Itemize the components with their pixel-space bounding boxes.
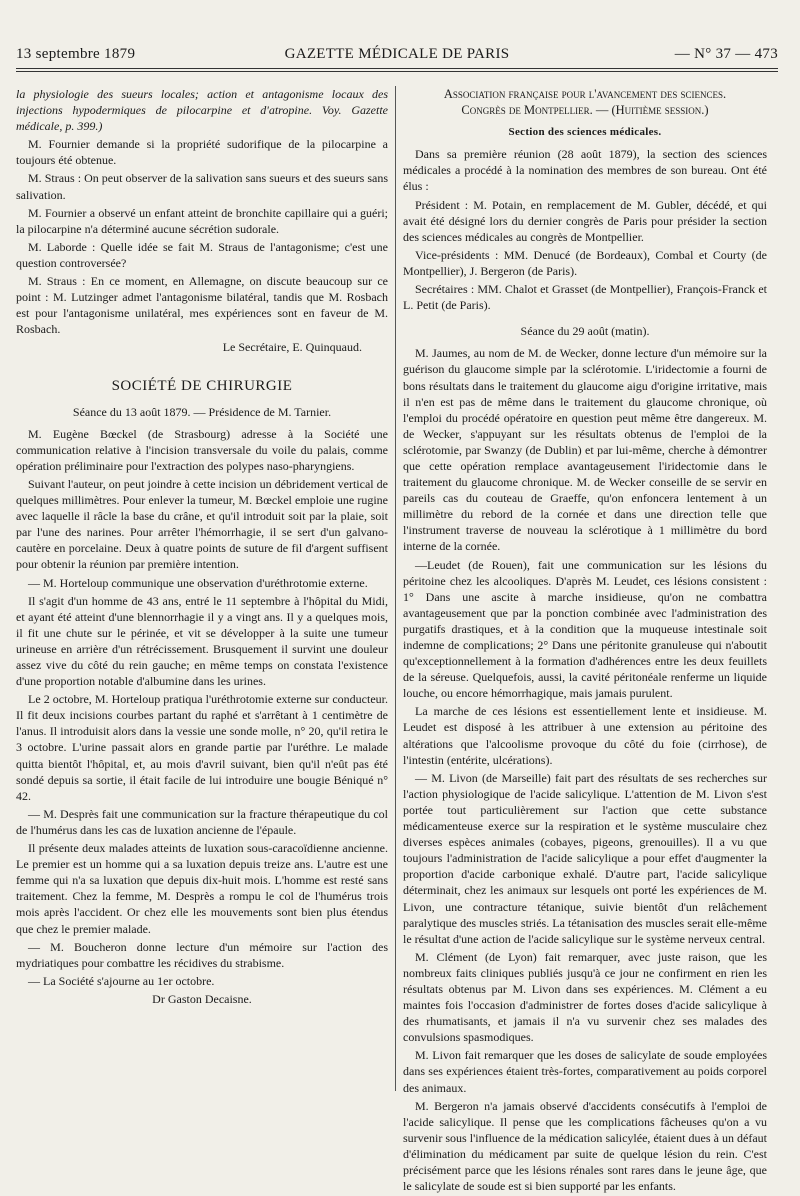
paragraph: — La Société s'ajourne au 1er octobre. [28,973,215,988]
paragraph: la physiologie des sueurs locales; action et antagonisme locaux des injections hypodermiques de pilocarpine et d'atropine. Voy. Gazette médicale, p. 399.) [16,87,388,134]
left-column [16,86,388,1009]
paragraph: Suivant l'auteur, on peut joindre à cette incision un débridement vertical de quelques millimètres. Pour enlever la tumeur, M. Bœckel emploie une rugine avec laquelle il râcle la base du crâne, et qu'il introduit soit par la plaie, soit par l'une des narines. Pour arrêter l'hémorrhagie, il se sert d'un galvano-cautère en porcelaine. Deux à quatre points de suture de fil d'argent suffisent pour obtenir la réunion par première intention. [16,476,388,572]
paragraph: Secrétaires : MM. Chalot et Grasset (de Montpellier), François-Franck et L. Petit (de Paris). [403,282,767,313]
association-heading: Association française pour l'avancement des sciences. [443,87,727,101]
paragraph: Dans sa première réunion (28 août 1879), la section des sciences médicales a procédé à la nomination des membres de son bureau. Ont été élus : [403,147,767,194]
congress-heading: Congrès de Montpellier. — (Huitième session.) [461,103,709,118]
paragraph: Il s'agit d'un homme de 43 ans, entré le 11 septembre à l'hôpital du Midi, et ayant été atteint d'une blennorrhagie il y a vingt ans. Il y a quelques mois, il fit une chute sur le périnée, et vit se développer à la suite une tumeur urineuse en arrière d'un rétrécissement. Brusquement il survint une douleur assez vive du côté du rein gauche; en même temps on constata l'existence d'une proportion notable d'albumine dans les urines. [16,593,388,689]
session-heading: Séance du 13 août 1879. — Présidence de M. Tarnier. [72,404,332,419]
paragraph: M. Straus : En ce moment, en Allemagne, on discute beaucoup sur ce point : M. Lutzinger admet l'antagonisme bilatéral, tandis que M. Rosbach est pour l'antagonisme unilatéral, mes expériences sont en faveur de M. Rosbach. [16,274,388,337]
paragraph: — M. Boucheron donne lecture d'un mémoire sur l'action des mydriatiques pour combattre les récidives du strabisme. [16,939,388,970]
paragraph: — M. Horteloup communique une observation d'uréthrotomie externe. [28,575,368,590]
journal-title: GAZETTE MÉDICALE DE PARIS [284,46,510,62]
paragraph: M. Straus : On peut observer de la salivation sans sueurs et des sueurs sans salivation. [16,171,388,202]
paragraph: Il présente deux malades atteints de luxation sous-caracoïdienne ancienne. Le premier est un homme qui a sa luxation depuis treize ans. L'autre est une femme qui n'a sa luxation que depuis dix-huit mois. L'homme est resté sans traitement. Chez la femme, M. Desprès a rompu le col de l'humérus trois mois après l'accident. Or chez elle les mouvements sont bien plus étendus que chez le premier malade. [16,841,388,936]
paragraph: —Leudet (de Rouen), fait une communication sur les lésions du péritoine chez les alcooliques. D'après M. Leudet, ces lésions consistent : 1° Dans une ascite à marche insidieuse, qu'on ne combattra avantageusement que par la ponction combinée avec l'administration des purgatifs drastiques, et à la condition que la muqueuse intestinale soit indemne de complications; 2° Dans une péritonite granuleuse qui n'aboutit qu'exceptionnellement à la formation d'adhérences entre les deux feuillets de la séreuse. Quelquefois, aussi, la cavité péritonéale renferme un liquide louche, ou encore hémorrhagique, mais jamais purulent. [403,557,767,701]
society-heading: SOCIÉTÉ DE CHIRURGIE [111,377,293,394]
header-rule [16,68,778,69]
paragraph: La marche de ces lésions est essentiellement lente et insidieuse. M. Leudet est disposé à les attribuer à une extension au péritoine des altérations que l'alcoolisme provoque du côté du foie (cirrhose), de l'intestin (entérite, ulcérations). [403,704,767,767]
paragraph: M. Livon fait remarquer que les doses de salicylate de soude employées dans ses expériences étaient très-fortes, comparativement au poids corporel des animaux. [403,1048,767,1095]
section-heading: Section des sciences médicales. [508,126,662,139]
author-signature: Dr Gaston Decaisne. [152,991,252,1006]
paragraph: M. Jaumes, au nom de M. de Wecker, donne lecture d'un mémoire sur la guérison du glaucome simple par la sclérotomie. L'iridectomie a fourni de bons résultats dans le traitement du glaucome aigu d'origine irritative, mais il n'en est pas de même dans le traitement du glaucome chronique, où l'emploi du procédé opératoire en question peut même être dangereux. M. de Wecker, s'appuyant sur les résultats obtenus de l'emploi de la sclérotomie, par Swanzy (de Dublin) et par lui-même, cherche à démontrer que cette opération remplace avantageusement l'iridectomie dans le traitement du glaucome chronique. M. de Wecker conseille de se servir en pareils cas du couteau de Graeffe, qu'on enfoncera lentement à un millimètre du rebord de la cornée et dans une direction telle que l'instrument traverse de nouveau la sclérotique à 1 millimètre du bord interne de la cornée. [403,346,767,554]
column-divider [395,86,396,1091]
header-rule-double [16,71,778,72]
paragraph: — M. Desprès fait une communication sur la fracture thérapeutique du col de l'humérus dans les cas de luxation ancienne de l'épaule. [16,806,388,837]
secretary-signature: Le Secrétaire, E. Quinquaud. [222,340,362,355]
right-column [403,86,767,1196]
paragraph: M. Bergeron n'a jamais observé d'accidents consécutifs à l'emploi de l'acide salicylique. Il pense que les complications fâcheuses qu'on a vu survenir sous l'influence de la médication salicylée, étaient dues à un défaut d'élimination du médicament par suite de quelque lésion du rein. C'est précisément parce que les lésions rénales sont rares dans le jeune âge, que le salicylate de soude est si bien supporté par les enfants. [403,1098,767,1194]
session-heading: Séance du 29 août (matin). [520,324,650,339]
paragraph: M. Laborde : Quelle idée se fait M. Straus de l'antagonisme; c'est une question controversée? [16,239,388,270]
issue-date: 13 septembre 1879 [16,46,136,62]
issue-page-number: — N° 37 — 473 [674,46,778,62]
running-head [16,46,778,66]
paragraph: M. Fournier a observé un enfant atteint de bronchite capillaire qui a guéri; la pilocarpine n'a déterminé aucune sécrétion sudorale. [16,205,388,236]
paragraph: Vice-présidents : MM. Denucé (de Bordeaux), Combal et Courty (de Montpellier), J. Bergeron (de Paris). [403,247,767,278]
paragraph: M. Fournier demande si la propriété sudorifique de la pilocarpine a toujours été obtenue. [16,137,388,168]
paragraph: M. Eugène Bœckel (de Strasbourg) adresse à la Société une communication relative à l'incision transversale du voile du palais, comme opération préliminaire pour l'extraction des polypes naso-pharyngiens. [16,426,388,473]
paragraph: Président : M. Potain, en remplacement de M. Gubler, décédé, et qui avait été désigné lors du dernier congrès de Paris pour présider la section des sciences médicales au congrès de Montpellier. [403,197,767,244]
paragraph: Le 2 octobre, M. Horteloup pratiqua l'uréthrotomie externe sur conducteur. Il fit deux incisions courbes partant du raphé et s'arrêtant à 1 centimètre de l'anus. Il introduisit alors dans la vessie une sonde molle, n° 20, qu'il retira le 3 octobre. L'urine passait alors en grande partie par l'uréthre. Le malade quitta bientôt l'hôpital, et, au mois d'avril suivant, bien qu'il n'eût pas été sondé depuis sa sortie, il était facile de lui introduire une bougie Béniqué n° 42. [16,692,388,803]
paragraph: M. Clément (de Lyon) fait remarquer, avec juste raison, que les nombreux faits cliniques publiés jusqu'à ce jour ne confirment en rien les résultats obtenus par M. Livon dans ses expériences. M. Clément a eu maintes fois l'occasion d'administrer de fortes doses d'acide salicylique à des rhumatisants, et jamais il n'a vu survenir chez ses malades des convulsions spasmodiques. [403,949,767,1045]
paragraph: — M. Livon (de Marseille) fait part des résultats de ses recherches sur l'action physiologique de l'acide salicylique. L'attention de M. Livon s'est portée tout particulièrement sur l'action que cette substance médicamenteuse exerce sur la respiration et le système musculaire chez diverses espèces animales (cobayes, pigeons, grenouilles). Il a vu que toujours l'administration de l'acide salicylique a pour effet d'augmenter la proportion d'acide carbonique exhalé. D'autre part, l'acide salicylique déterminait, chez les animaux sur lesquels ont porté les expériences de M. Livon, une contracture tétanique, suivie bientôt d'un relâchement paralytique des muscles striés. La tétanisation des muscles serait elle-même le résultat d'une action de l'acide salicylique sur le système nerveux central. [403,770,767,946]
